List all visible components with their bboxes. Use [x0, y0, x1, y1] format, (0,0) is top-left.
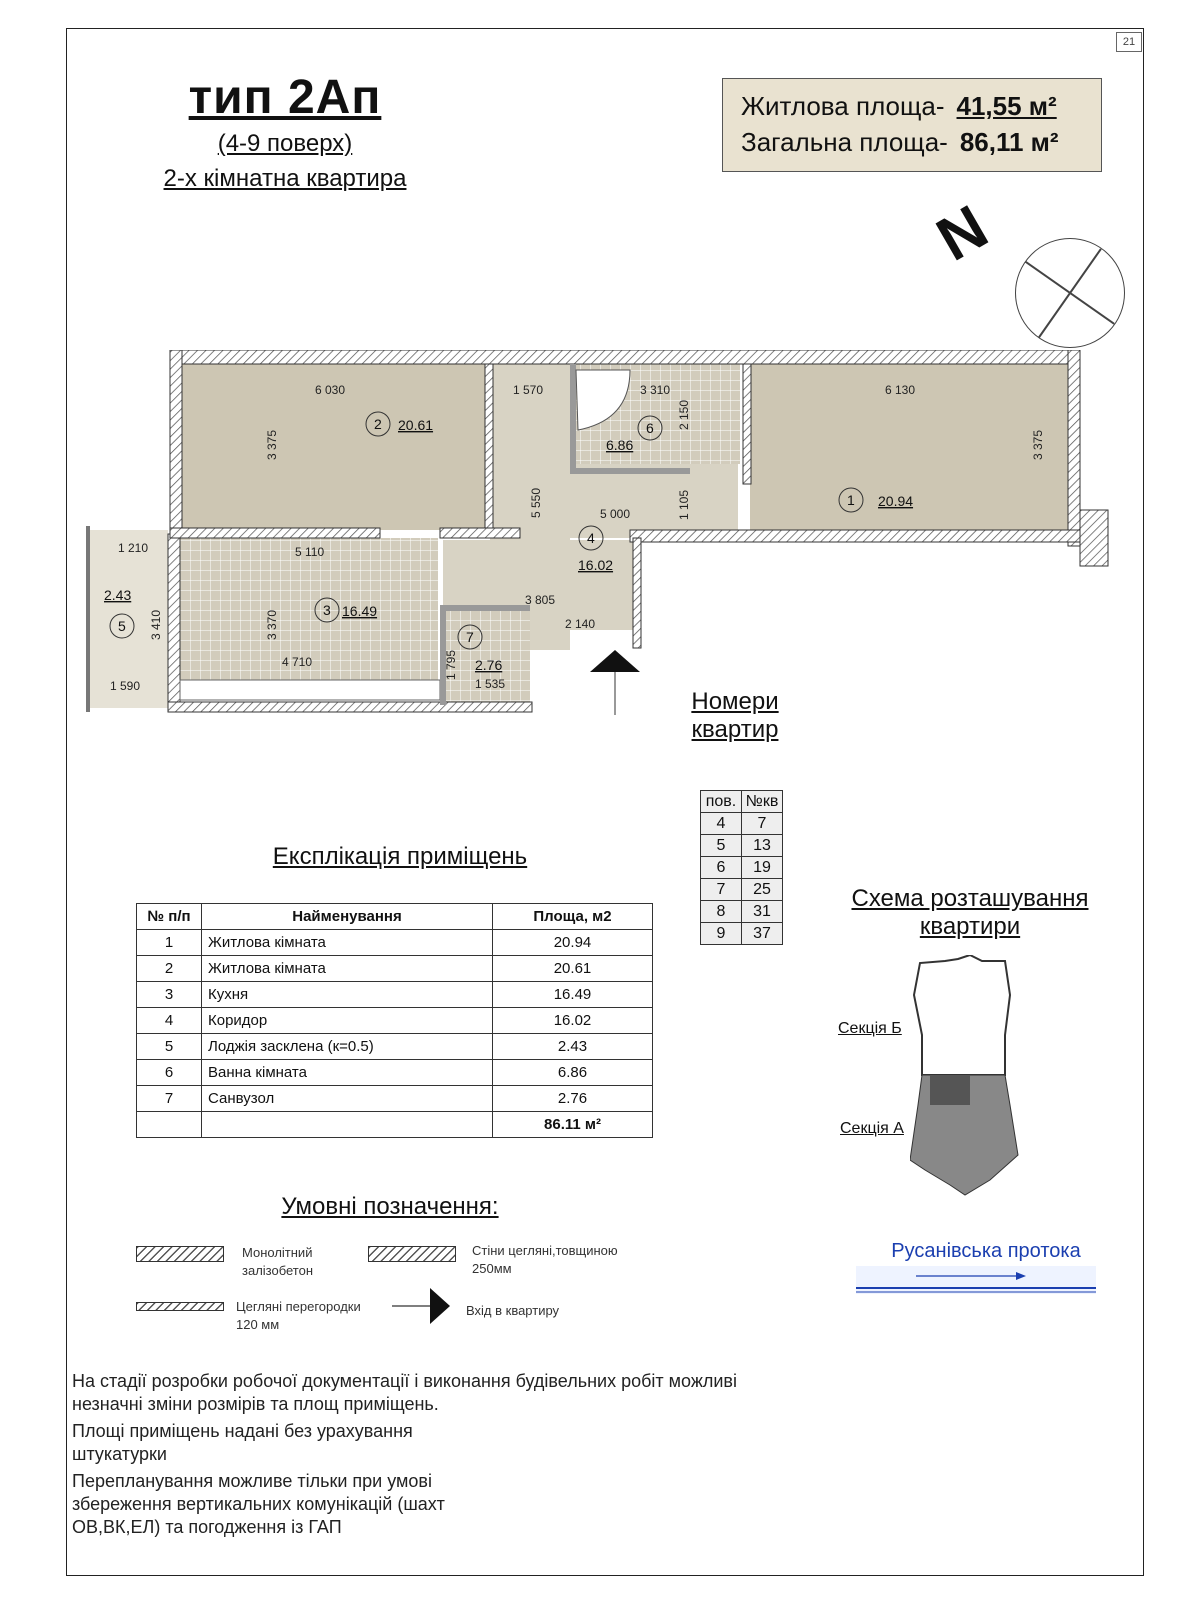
floors-label: (4-9 поверх): [217, 130, 353, 157]
dim-label: 6 030: [315, 383, 346, 397]
living-area-label: Житлова площа-: [741, 91, 945, 121]
dim-label: 2 140: [565, 617, 596, 631]
legend-entrance: Вхід в квартиру: [466, 1303, 560, 1318]
dim-label: 3 805: [525, 593, 556, 607]
section-b-label: Секція Б: [838, 1020, 902, 1037]
dim-label: 3 310: [640, 383, 671, 397]
section-a-label: Секція А: [840, 1120, 904, 1137]
table-row: 9 37: [701, 923, 783, 945]
table-row: 4 7: [701, 813, 783, 835]
explication-title: Експлікація приміщень: [272, 843, 528, 870]
dim-label: 5 550: [529, 487, 543, 518]
room-number: 3: [323, 602, 331, 618]
room-number: 7: [466, 629, 474, 645]
table-row: [137, 1112, 653, 1138]
room-area: 20.94: [878, 493, 914, 509]
river-label: Русанівська протока: [891, 1240, 1081, 1262]
plan-type-title: тип 2Ап: [188, 71, 382, 124]
apartment-type-label: 2-х кімнатна квартира: [163, 165, 407, 192]
partition-hatch-icon: [136, 1302, 224, 1311]
table-row: 6 Ванна кімната 6.86: [137, 1060, 653, 1086]
room-number: 5: [118, 618, 126, 634]
location-scheme-title: Схема розташування квартири: [851, 885, 1089, 940]
room-number: 4: [587, 530, 595, 546]
apartment-numbers-table: пов. №кв 4 7 5 13 6 19 7 25 8 31 9 37: [700, 790, 783, 945]
room-area: 16.49: [342, 603, 378, 619]
table-row: 5 Лоджія засклена (к=0.5) 2.43: [137, 1034, 653, 1060]
dim-label: 4 710: [282, 655, 313, 669]
room-number: 1: [847, 492, 855, 508]
legend-partitions: Цегляні перегородки 120 мм: [236, 1299, 361, 1332]
sheet-number: 21: [1116, 32, 1142, 52]
legend-monolith: Монолітний залізобетон: [242, 1245, 314, 1278]
dim-label: 1 590: [110, 679, 141, 693]
dim-label: 1 210: [118, 541, 149, 555]
legend-brick-walls: Стіни цегляні,товщиною 250мм: [472, 1243, 618, 1276]
dim-label: 6 130: [885, 383, 916, 397]
total-area-value: 86,11 м²: [959, 127, 1059, 157]
table-row: 5 13: [701, 835, 783, 857]
area-summary-box: [722, 78, 1102, 172]
table-row: 3 Кухня 16.49: [137, 982, 653, 1008]
explication-table: № п/п Найменування Площа, м2 1 Житлова кімната 20.94 2 Житлова кімната 20.61 3 Кухня 16.49 4 Коридор 16.02 5 Лоджія засклена (к=0.5) 2.43 6 Ванна кімната 6.86 7 Санвузол 2.76 86.11 м²: [136, 903, 653, 1138]
table-row: 6 19: [701, 857, 783, 879]
table-row: 4 Коридор 16.02: [137, 1008, 653, 1034]
dim-label: 2 150: [677, 399, 691, 430]
room-area: 2.43: [104, 587, 132, 603]
dim-label: 5 000: [600, 507, 631, 521]
dim-label: 3 375: [265, 429, 279, 460]
dim-label: 3 375: [1031, 429, 1045, 460]
apartment-numbers-title: Номери квартир: [691, 688, 779, 743]
total-area: 86.11 м²: [493, 1112, 653, 1138]
dim-label: 3 370: [265, 609, 279, 640]
building-scheme: [910, 955, 1020, 1205]
river-flow-arrow-icon: [856, 1266, 1096, 1294]
north-arrow-icon: N: [925, 192, 1000, 275]
room-area: 2.76: [475, 657, 503, 673]
notes-block: [72, 1370, 752, 1543]
brick-wall-hatch-icon: [368, 1246, 456, 1262]
dim-label: 1 105: [677, 489, 691, 520]
table-row: 2 Житлова кімната 20.61: [137, 956, 653, 982]
compass-icon: [1015, 238, 1125, 348]
room-number: 2: [374, 416, 382, 432]
table-row: 1 Житлова кімната 20.94: [137, 930, 653, 956]
room-number: 6: [646, 420, 654, 436]
room-area: 6.86: [606, 437, 634, 453]
room-area: 20.61: [398, 417, 434, 433]
room-area: 16.02: [578, 557, 614, 573]
note-text: На стадії розробки робочої документації і виконання будівельних робіт можливі незначні зміни розмірів та площ приміщень.: [72, 1371, 737, 1414]
dim-label: 1 795: [444, 649, 458, 680]
legend-title: Умовні позначення:: [281, 1193, 499, 1220]
dim-label: 3 410: [149, 609, 163, 640]
living-area-value: 41,55 м²: [956, 91, 1057, 121]
floor-plan: [70, 350, 1120, 730]
table-row: 7 Санвузол 2.76: [137, 1086, 653, 1112]
table-row: 7 25: [701, 879, 783, 901]
dim-label: 5 110: [295, 545, 325, 559]
total-area-label: Загальна площа-: [741, 127, 948, 157]
monolith-hatch-icon: [136, 1246, 224, 1262]
note-text: Площі приміщень надані без урахування штукатурки: [72, 1421, 413, 1464]
entrance-arrow-icon: [392, 1288, 452, 1328]
note-text: Перепланування можливе тільки при умові збереження вертикальних комунікацій (шахт ОВ,ВК,ЕЛ) та погодження із ГАП: [72, 1471, 445, 1537]
table-row: 8 31: [701, 901, 783, 923]
dim-label: 1 570: [513, 383, 544, 397]
dim-label: 1 535: [475, 677, 506, 691]
